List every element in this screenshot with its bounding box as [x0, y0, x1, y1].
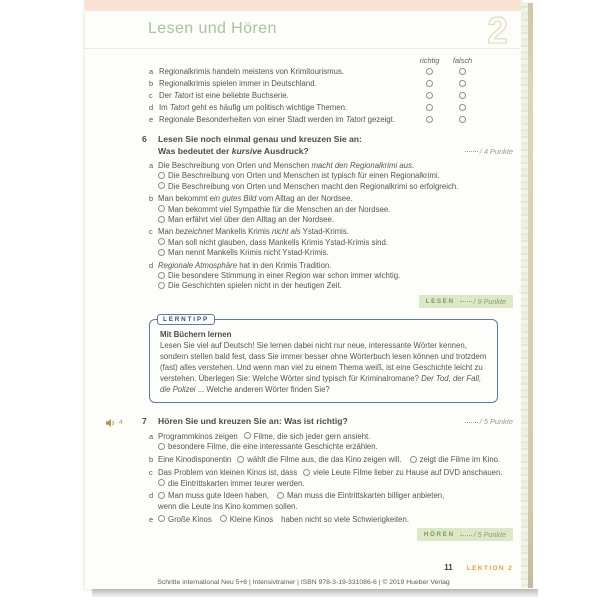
text-segment: Regionalkrimis handeln meistens von Krimitourismus. [159, 67, 345, 76]
radio-richtig[interactable] [426, 116, 433, 123]
richtig-cell [413, 66, 446, 78]
text-segment: hat in den Krimis Tradition. [237, 260, 332, 270]
speaker-icon [105, 418, 117, 428]
book-fore-edge [528, 3, 533, 588]
exercise7-item [149, 432, 513, 453]
text-segment: Tatort [345, 115, 366, 124]
radio-option[interactable] [158, 479, 165, 486]
item-line [158, 432, 513, 442]
radio-falsch[interactable] [459, 80, 466, 87]
text-segment: nicht als [271, 227, 301, 237]
answer-option [158, 442, 378, 451]
item-text: Programmkinos zeigen [158, 431, 238, 441]
truefalse-block [149, 56, 479, 126]
text-segment: bezeichnet [175, 227, 214, 237]
text-segment: Ausdruck? [261, 145, 309, 156]
falsch-cell [446, 90, 479, 102]
text-segment: macht den Regionalkrimi aus [311, 161, 412, 170]
item-line [158, 515, 513, 525]
item-text: haben nicht so viele Schwierigkeiten. [281, 514, 409, 524]
item-letter: b [149, 194, 154, 204]
text-segment: kursive [231, 145, 262, 156]
answer-option [237, 455, 401, 464]
option-text: die Eintrittskarten immer teurer werden. [168, 478, 305, 488]
exercise7-title: Hören Sie und kreuzen Sie an: Was ist richtig? [158, 416, 348, 427]
answer-option [158, 491, 269, 500]
text-segment: Regionalkrimis spielen immer in Deutschland. [159, 79, 317, 88]
item-statement [158, 261, 513, 271]
option-text: Die Geschichten spielen nicht in der heutigen Zeit. [168, 281, 342, 291]
column-label-falsch: falsch [452, 56, 473, 65]
spacer [149, 56, 413, 65]
hoeren-badge-points: / 5 Punkte [460, 530, 506, 539]
text-segment: Tatort [173, 91, 194, 100]
item-line [158, 491, 513, 501]
radio-option[interactable] [158, 172, 165, 179]
item-letter: b [149, 455, 154, 465]
option-text: besondere Filme, die eine interessante Geschichte erzählen. [168, 442, 378, 452]
option-text: Man muss gute Ideen haben, [168, 491, 269, 501]
answer-option [158, 281, 513, 291]
option-text: Große Kinos [168, 514, 212, 524]
lerntipp-box [149, 315, 498, 404]
exercise7-item [149, 515, 513, 525]
item-text: Das Problem von kleinen Kinos ist, dass [158, 468, 298, 478]
text-segment: vom Alltag an der Nordsee. [256, 194, 353, 204]
answer-option [158, 271, 513, 281]
answer-option [158, 205, 513, 215]
option-text: Die Beschreibung von Orten und Menschen macht den Regionalkrimi so erfolgreich. [168, 181, 459, 191]
exercise6-title-line1: Lesen Sie noch einmal genau und kreuzen Sie an: [158, 134, 362, 144]
option-text: viele Leute Filme lieber zu Hause auf DVD anschauen. [313, 468, 503, 478]
radio-option[interactable] [158, 282, 165, 289]
textbook-page [84, 0, 522, 589]
radio-option[interactable] [237, 456, 244, 463]
item-letter: e [149, 115, 154, 124]
text-segment: Im [159, 103, 170, 112]
text-segment: Was bedeutet der [158, 145, 232, 156]
hoeren-badge-row [142, 528, 513, 541]
item-letter: d [149, 103, 154, 112]
text-segment: Die Beschreibung von Orten und Menschen [158, 161, 312, 170]
top-color-strip [85, 0, 522, 11]
text-segment: Mankells Krimis [213, 227, 272, 237]
item-letter: a [149, 431, 154, 441]
item-line [158, 455, 513, 465]
text-segment: Ystad-Krimis. [300, 227, 349, 237]
text-segment: gezeigt. [365, 115, 395, 124]
option-text: Man nennt Mankells Krimis nicht Ystad-Krimis. [168, 248, 329, 258]
exercise7-item [149, 455, 513, 465]
item-statement [158, 161, 513, 171]
exercise6-heading [142, 134, 513, 157]
radio-falsch[interactable] [459, 104, 466, 111]
falsch-cell [446, 114, 479, 126]
option-text: Man soll nicht glauben, dass Mankells Krimis Ystad-Krimis sind. [168, 237, 388, 247]
column-label-richtig: richtig [419, 56, 440, 65]
tf-row [149, 78, 479, 90]
lerntipp-body [160, 341, 488, 396]
answer-option [158, 171, 513, 181]
exercise6-number: 6 [142, 134, 147, 144]
item-statement [158, 227, 513, 237]
truefalse-rows [149, 66, 479, 126]
item-letter: b [149, 79, 154, 88]
item-statement [158, 194, 513, 204]
item-letter: c [149, 468, 153, 478]
exercise6-title-line2 [158, 146, 465, 158]
item-letter: a [149, 67, 154, 76]
answer-option [303, 468, 502, 477]
item-letter: e [149, 514, 154, 524]
radio-falsch[interactable] [459, 92, 466, 99]
answer-option [158, 215, 513, 225]
radio-richtig[interactable] [426, 92, 433, 99]
option-text: wählt die Filme aus, die das Kino zeigen will. [247, 455, 402, 465]
falsch-cell [446, 66, 479, 78]
answer-option [158, 182, 513, 192]
exercise7-items [142, 432, 513, 525]
exercise7-title-row [158, 416, 513, 428]
answer-option [158, 248, 513, 258]
radio-option[interactable] [158, 249, 165, 256]
exercise7-number: 7 [142, 416, 147, 427]
exercise7-item [149, 468, 513, 489]
item-line [158, 468, 513, 478]
radio-falsch[interactable] [459, 116, 466, 123]
text-segment: Lesen Sie viel auf Deutsch! Sie lernen dabei nicht nur neue, interessante Wörter kennen, sondern stellen bald fest, dass Sie immer besser ohne Wörterbuch lesen können und trotzdem (fast) alles verstehen. Und wenn man viel zu einem Thema weiß, ist eine Geschichte leicht zu verstehen. Überlegen Sie: Welche Wörter sind typisch für Kriminalromane? [160, 340, 487, 383]
page-edge-stripes [521, 2, 528, 587]
radio-richtig[interactable] [426, 80, 433, 87]
radio-option[interactable] [158, 238, 165, 245]
item-text [159, 102, 413, 114]
radio-option[interactable] [158, 182, 165, 189]
lesen-badge-label: LESEN [425, 297, 455, 305]
audio-track-number: 4 [119, 419, 123, 427]
option-text: Filme, die sich jeder gern ansieht. [253, 431, 371, 441]
option-text: zeigt die Filme im Kino. [419, 455, 501, 465]
answer-option [244, 432, 371, 441]
radio-richtig[interactable] [426, 104, 433, 111]
tf-row [149, 90, 479, 102]
radio-option[interactable] [158, 492, 165, 499]
page-header [85, 11, 522, 49]
text-segment: Man [158, 227, 176, 237]
tf-row [149, 66, 479, 78]
option-text: Man erfährt viel über den Alltag an der Nordsee. [168, 215, 334, 225]
text-segment: Regionale Atmosphäre [158, 260, 238, 270]
option-text: Die besondere Stimmung in einer Region war schon immer wichtig. [168, 271, 401, 281]
item-letter: a [149, 161, 154, 170]
radio-option[interactable] [158, 216, 165, 223]
exercise7-heading [119, 416, 513, 428]
text-segment: ein gutes Bild [209, 194, 257, 204]
text-segment: Der Tod, der Fall, die Polizei [160, 373, 482, 394]
falsch-cell [446, 78, 479, 90]
option-text: Kleine Kinos [229, 514, 274, 524]
radio-option[interactable] [158, 515, 165, 522]
option-text: Man bekommt viel Sympathie für die Menschen an der Nordsee. [168, 204, 391, 214]
text-segment: . [411, 161, 415, 170]
option-text: Man muss die Eintrittskarten billiger anbieten, [287, 491, 445, 501]
text-segment: Man bekommt [158, 194, 210, 204]
text-segment: geht es häufig um politisch wichtige Themen. [189, 103, 348, 112]
radio-option[interactable] [244, 432, 251, 439]
item-line [158, 502, 513, 512]
exercise6-title-row2 [158, 146, 513, 158]
radio-option[interactable] [303, 469, 310, 476]
falsch-cell [446, 102, 479, 114]
answer-option [277, 491, 444, 500]
exercise6-item [149, 227, 513, 258]
exercise6-points: / 4 Punkte [465, 146, 513, 158]
answer-option [158, 479, 305, 488]
richtig-cell [413, 90, 446, 102]
page-shadow [92, 589, 538, 597]
text-segment: Regionale Besonderheiten von einer Stadt werden im [159, 115, 346, 124]
lerntipp-title: Mit Büchern lernen [160, 329, 232, 339]
item-letter: c [149, 91, 153, 100]
richtig-cell [413, 78, 446, 90]
item-text: Eine Kinodisponentin [158, 455, 232, 465]
tf-row [149, 114, 479, 126]
text-segment: ... Welche anderen Wörter finden Sie? [195, 384, 330, 394]
text-segment: Tatort [169, 103, 190, 112]
lerntipp-label: LERNTIPP [157, 314, 215, 325]
radio-richtig[interactable] [426, 68, 433, 75]
item-text [159, 78, 413, 90]
radio-option[interactable] [158, 205, 165, 212]
radio-option[interactable] [410, 456, 417, 463]
answer-option [410, 455, 501, 464]
imprint-line: Schritte international Neu 5+6 | Intensivtrainer | ISBN 978-3-19-331086-6 | © 2019 Hueber Verlag [157, 579, 450, 586]
pagenum-row [444, 563, 513, 572]
exercise7-points: / 5 Punkte [465, 416, 513, 428]
page-number: 11 [444, 563, 453, 572]
radio-option[interactable] [220, 515, 227, 522]
tf-row [149, 102, 479, 114]
answer-option [220, 515, 273, 524]
radio-option[interactable] [158, 443, 165, 450]
item-letter: d [149, 491, 154, 501]
lektion-label: LEKTION 2 [466, 565, 513, 572]
exercise6-item [149, 261, 513, 292]
page-title: Lesen und Hören [148, 20, 277, 37]
option-text: Die Beschreibung von Orten und Menschen ist typisch für einen Regionalkrimi. [168, 171, 440, 181]
item-line [158, 479, 513, 489]
item-text [159, 66, 413, 78]
answer-option [158, 238, 513, 248]
answer-option [158, 515, 212, 524]
audio-marker [105, 417, 123, 429]
chapter-number: 2 [487, 10, 508, 51]
exercise7-item [149, 491, 513, 512]
exercise6-item [149, 161, 513, 192]
radio-falsch[interactable] [459, 68, 466, 75]
item-line [158, 442, 513, 452]
hoeren-badge [417, 528, 513, 541]
exercise6-item [149, 194, 513, 225]
item-text [159, 90, 413, 102]
lesen-badge-points: / 9 Punkte [460, 297, 506, 306]
item-letter: c [149, 227, 153, 237]
lesen-badge-row [142, 295, 513, 308]
richtig-cell [413, 114, 446, 126]
item-text: wenn die Leute ins Kino kommen sollen. [158, 501, 298, 511]
text-segment: ist eine beliebte Buchserie. [193, 91, 289, 100]
radio-option[interactable] [158, 272, 165, 279]
exercise6-items [142, 161, 513, 292]
text-segment: Der [159, 91, 174, 100]
item-text [159, 114, 413, 126]
page-content [85, 49, 522, 541]
truefalse-header [149, 56, 479, 65]
lesen-badge [419, 295, 513, 308]
hoeren-badge-label: HÖREN [423, 531, 455, 539]
richtig-cell [413, 102, 446, 114]
radio-option[interactable] [277, 492, 284, 499]
item-letter: d [149, 260, 154, 270]
